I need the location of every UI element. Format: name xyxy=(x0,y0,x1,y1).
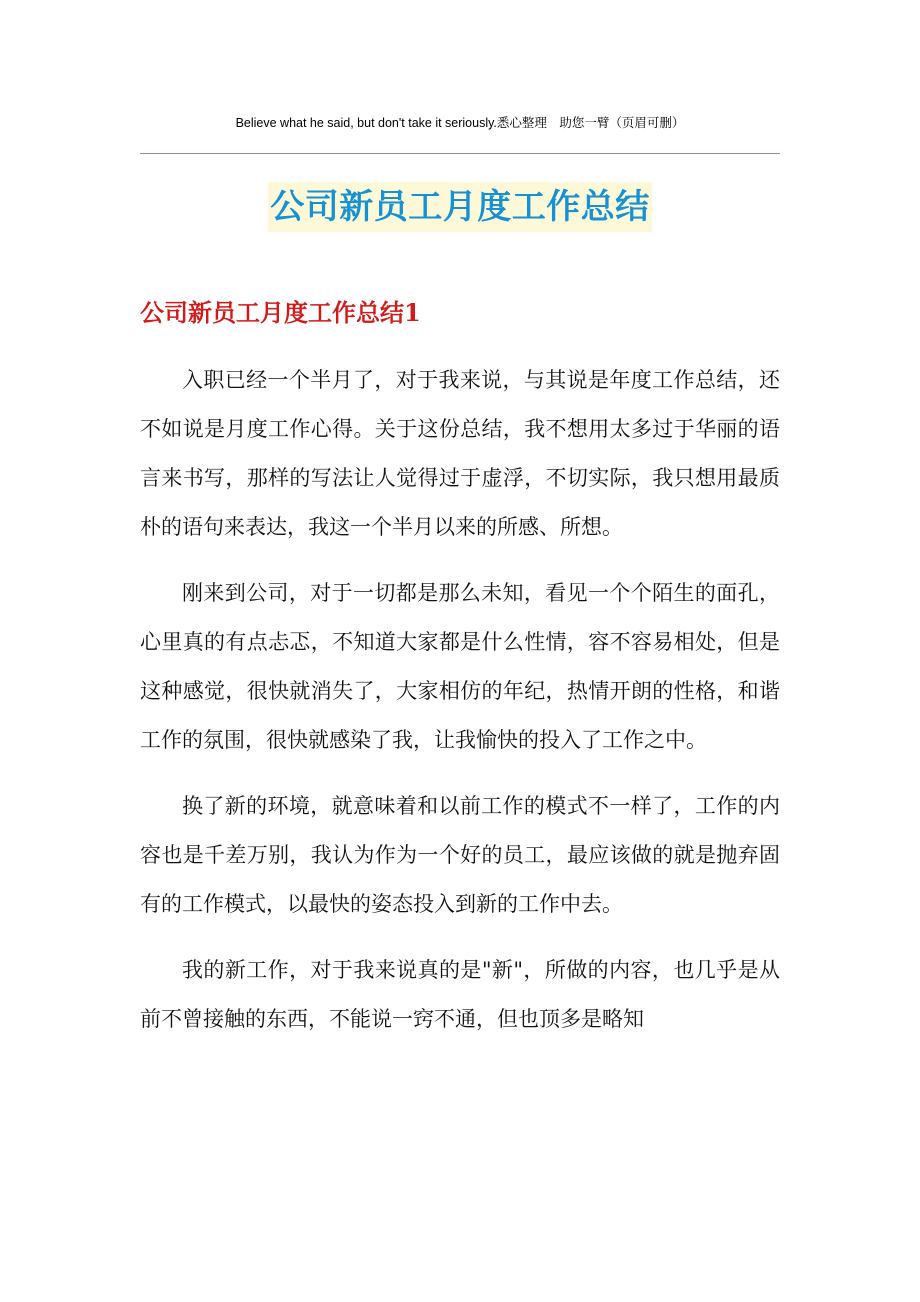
paragraph: 刚来到公司，对于一切都是那么未知，看见一个个陌生的面孔，心里真的有点忐忑，不知道大家都是什么性情，容不容易相处，但是这种感觉，很快就消失了，大家相仿的年纪，热情开朗的性格，和谐工作的氛围，很快就感染了我，让我愉快的投入了工作之中。 xyxy=(140,581,780,752)
paragraph: 我的新工作，对于我来说真的是"新"，所做的内容，也几乎是从前不曾接触的东西，不能说一窍不通，但也顶多是略知 xyxy=(140,958,780,1031)
section-heading: 公司新员工月度工作总结1 xyxy=(140,298,421,327)
paragraph: 换了新的环境，就意味着和以前工作的模式不一样了，工作的内容也是千差万别，我认为作为一个好的员工，最应该做的就是抛弃固有的工作模式，以最快的姿态投入到新的工作中去。 xyxy=(140,794,780,916)
document-title: 公司新员工月度工作总结 xyxy=(268,182,652,232)
header-divider xyxy=(140,153,780,154)
document-title-block xyxy=(140,182,780,232)
document-body xyxy=(140,356,780,1061)
page-header-text: Believe what he said, but don't take it seriously.悉心整理 助您一臂（页眉可删） xyxy=(235,116,685,130)
paragraph: 入职已经一个半月了，对于我来说，与其说是年度工作总结，还不如说是月度工作心得。关于这份总结，我不想用太多过于华丽的语言来书写，那样的写法让人觉得过于虚浮，不切实际，我只想用最质朴的语句来表达，我这一个半月以来的所感、所想。 xyxy=(140,368,780,539)
